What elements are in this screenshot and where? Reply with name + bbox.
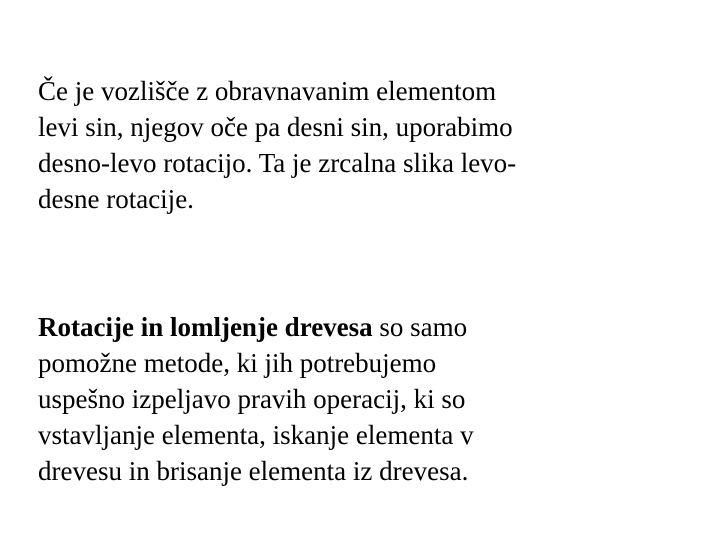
text-line: uspešno izpeljavo pravih operacij, ki so [38,384,466,414]
text-line: levi sin, njegov oče pa desni sin, uporabimo [38,112,513,142]
text-line: desno-levo rotacijo. Ta je zrcalna slika levo- [38,148,517,178]
text-line: desne rotacije. [38,184,194,214]
text-line: drevesu in brisanje elementa iz drevesa. [38,456,469,486]
paragraph-rotation-description [38,73,638,217]
text-line: pomožne metode, ki jih potrebujemo [38,348,437,378]
paragraph-helper-methods [38,309,638,489]
text-line: Če je vozlišče z obravnavanim elementom [38,76,497,106]
text-line: vstavljanje elementa, iskanje elementa v [38,420,474,450]
text-fragment: so samo [372,312,468,342]
bold-term: Rotacije in lomljenje drevesa [38,312,373,342]
text-line [38,309,638,345]
